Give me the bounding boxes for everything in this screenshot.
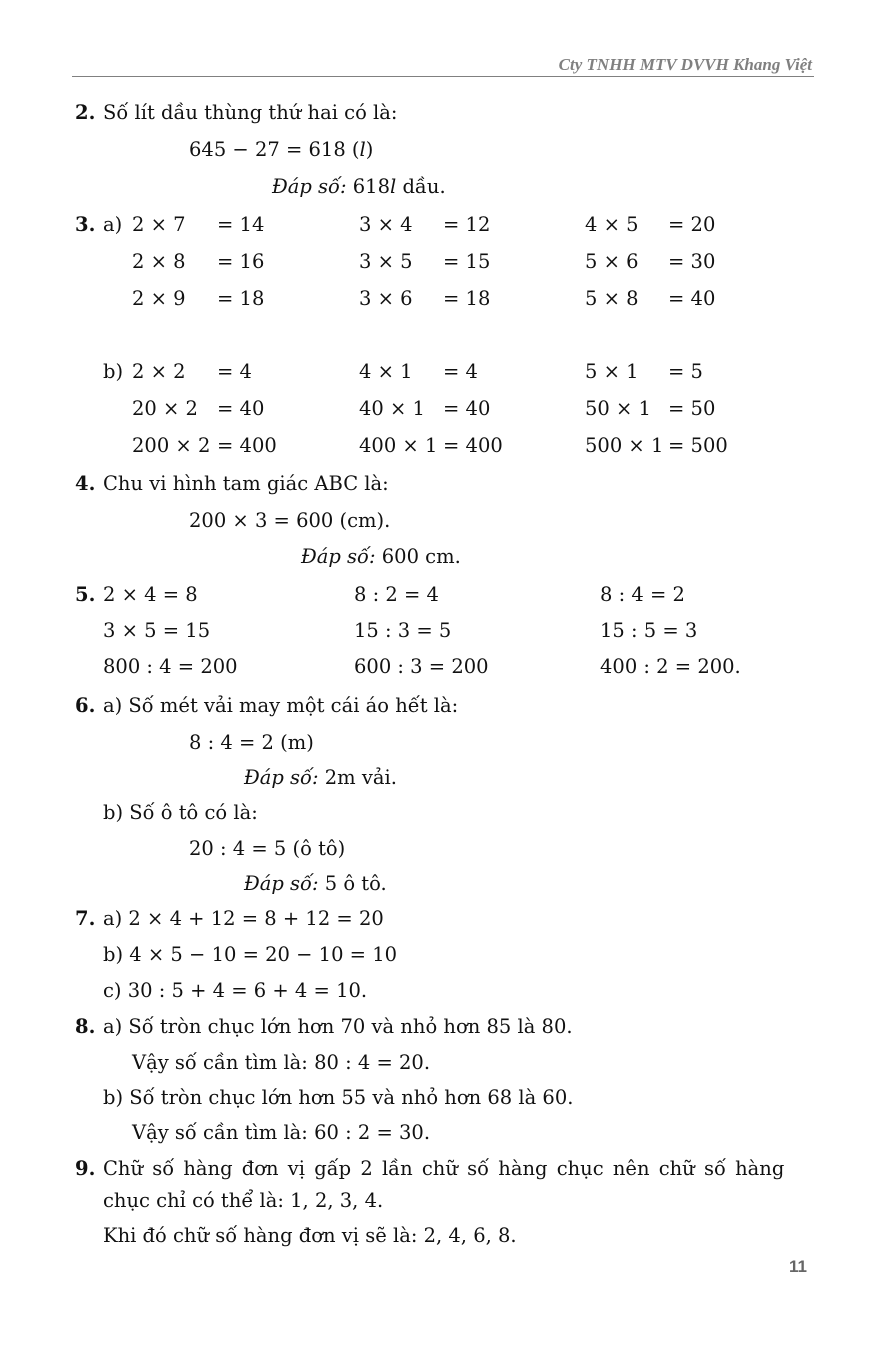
result: = 14 bbox=[217, 213, 265, 236]
problem-number: 6. bbox=[75, 694, 96, 717]
calculation: 645 − 27 = 618 (l) bbox=[189, 138, 374, 161]
result: = 18 bbox=[443, 287, 491, 310]
calculation: 200 × 3 = 600 (cm). bbox=[189, 509, 391, 532]
part-label: b) bbox=[103, 360, 124, 383]
header-rule bbox=[72, 76, 814, 77]
expression: 2 × 7 bbox=[132, 213, 186, 236]
result: = 500 bbox=[668, 434, 728, 457]
expression: 200 × 2 bbox=[132, 434, 211, 457]
result: = 50 bbox=[668, 397, 716, 420]
solution-text: b) Số tròn chục lớn hơn 55 và nhỏ hơn 68 là 60. bbox=[103, 1086, 574, 1109]
expression: 5 × 8 bbox=[585, 287, 639, 310]
expression: 5 × 6 bbox=[585, 250, 639, 273]
calculation: c) 30 : 5 + 4 = 6 + 4 = 10. bbox=[103, 979, 368, 1002]
result: = 40 bbox=[668, 287, 716, 310]
calculation: 8 : 2 = 4 bbox=[354, 583, 439, 606]
running-header: Cty TNHH MTV DVVH Khang Việt bbox=[558, 55, 812, 74]
expression: 3 × 6 bbox=[359, 287, 413, 310]
calculation: 15 : 5 = 3 bbox=[600, 619, 698, 642]
result: = 30 bbox=[668, 250, 716, 273]
result: = 400 bbox=[443, 434, 503, 457]
result: = 4 bbox=[443, 360, 478, 383]
result: = 15 bbox=[443, 250, 491, 273]
answer: Đáp số: 618l dầu. bbox=[272, 175, 446, 198]
solution-text: a) Số tròn chục lớn hơn 70 và nhỏ hơn 85 là 80. bbox=[103, 1015, 573, 1038]
problem-number: 2. bbox=[75, 101, 96, 124]
problem-number: 9. bbox=[75, 1157, 96, 1180]
expression: 2 × 8 bbox=[132, 250, 186, 273]
expression: 20 × 2 bbox=[132, 397, 198, 420]
problem-text: a) Số mét vải may một cái áo hết là: bbox=[103, 694, 459, 717]
result: = 4 bbox=[217, 360, 252, 383]
result: = 18 bbox=[217, 287, 265, 310]
calculation: 8 : 4 = 2 bbox=[600, 583, 685, 606]
problem-number: 5. bbox=[75, 583, 96, 606]
expression: 50 × 1 bbox=[585, 397, 651, 420]
result: = 20 bbox=[668, 213, 716, 236]
expression: 4 × 5 bbox=[585, 213, 639, 236]
result: = 40 bbox=[443, 397, 491, 420]
expression: 4 × 1 bbox=[359, 360, 413, 383]
solution-text: Khi đó chữ số hàng đơn vị sẽ là: 2, 4, 6, 8. bbox=[103, 1224, 517, 1247]
expression: 3 × 4 bbox=[359, 213, 413, 236]
expression: 5 × 1 bbox=[585, 360, 639, 383]
problem-text: Chu vi hình tam giác ABC là: bbox=[103, 472, 389, 495]
expression: 40 × 1 bbox=[359, 397, 425, 420]
answer: Đáp số: 2m vải. bbox=[244, 766, 397, 789]
problem-number: 3. bbox=[75, 213, 96, 236]
problem-text: Số lít dầu thùng thứ hai có là: bbox=[103, 101, 398, 124]
calculation: 15 : 3 = 5 bbox=[354, 619, 452, 642]
result: = 400 bbox=[217, 434, 277, 457]
calculation: 400 : 2 = 200. bbox=[600, 655, 741, 678]
solution-text: Vậy số cần tìm là: 60 : 2 = 30. bbox=[132, 1121, 431, 1144]
calculation: 20 : 4 = 5 (ô tô) bbox=[189, 837, 346, 860]
result: = 16 bbox=[217, 250, 265, 273]
result: = 12 bbox=[443, 213, 491, 236]
calculation: 2 × 4 = 8 bbox=[103, 583, 198, 606]
calculation: 600 : 3 = 200 bbox=[354, 655, 489, 678]
problem-number: 8. bbox=[75, 1015, 96, 1038]
result: = 40 bbox=[217, 397, 265, 420]
expression: 500 × 1 bbox=[585, 434, 664, 457]
part-label: a) bbox=[103, 213, 123, 236]
answer: Đáp số: 600 cm. bbox=[301, 545, 461, 568]
solution-text: chục chỉ có thể là: 1, 2, 3, 4. bbox=[103, 1189, 384, 1212]
expression: 400 × 1 bbox=[359, 434, 438, 457]
problem-number: 7. bbox=[75, 907, 96, 930]
calculation: a) 2 × 4 + 12 = 8 + 12 = 20 bbox=[103, 907, 384, 930]
solution-text: Chữ số hàng đơn vị gấp 2 lần chữ số hàng chục nên chữ số hàng bbox=[103, 1157, 785, 1180]
solution-text: Vậy số cần tìm là: 80 : 4 = 20. bbox=[132, 1051, 431, 1074]
answer: Đáp số: 5 ô tô. bbox=[244, 872, 387, 895]
expression: 2 × 9 bbox=[132, 287, 186, 310]
calculation: 800 : 4 = 200 bbox=[103, 655, 238, 678]
expression: 2 × 2 bbox=[132, 360, 186, 383]
problem-number: 4. bbox=[75, 472, 96, 495]
problem-text: b) Số ô tô có là: bbox=[103, 801, 258, 824]
calculation: 8 : 4 = 2 (m) bbox=[189, 731, 314, 754]
result: = 5 bbox=[668, 360, 703, 383]
calculation: 3 × 5 = 15 bbox=[103, 619, 211, 642]
page-number: 11 bbox=[789, 1257, 807, 1276]
expression: 3 × 5 bbox=[359, 250, 413, 273]
calculation: b) 4 × 5 − 10 = 20 − 10 = 10 bbox=[103, 943, 398, 966]
